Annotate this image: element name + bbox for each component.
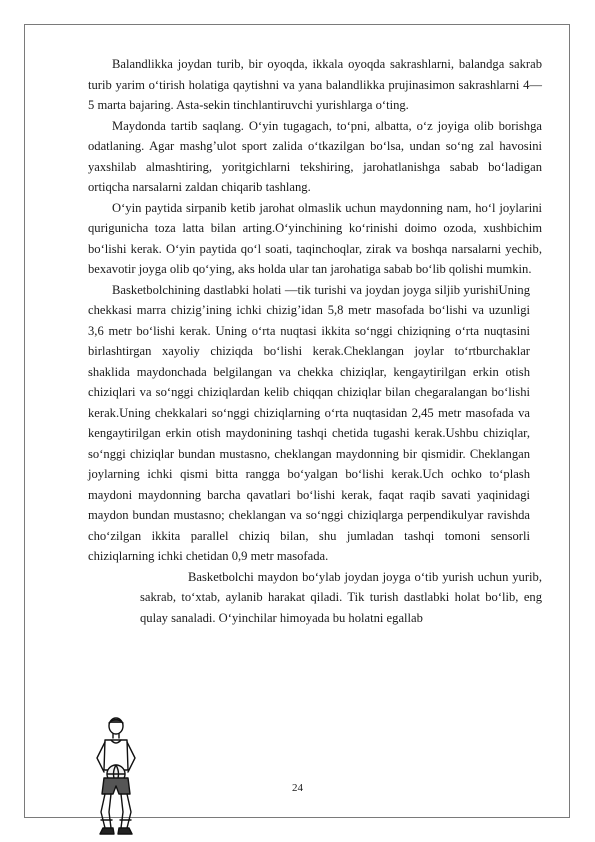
paragraph-5: Basketbolchi maydon bo‘ylab joydan joyga o‘tib yurish uchun yurib, sakrab, to‘xtab, aylanib harakat qiladi. Tik turish dastlabki holat bo‘lib, eng qulay sanaladi. O‘yinchilar himoyada bu holatni egallab <box>140 569 542 625</box>
body-text <box>88 54 542 628</box>
paragraph-2: Maydonda tartib saqlang. O‘yin tugagach, to‘pni, albatta, o‘z joyiga olib borishga odatlaning. Agar mashg’ulot sport zalida o‘tkazilgan bo‘lsa, undan so‘ng zal havosini yaxshilab almashtiring, yoritgichlarni tekshiring, jarohatlanishga sabab bo‘ladigan ortiqcha narsalarni zaldan chiqarib tashlang. <box>88 118 542 194</box>
paragraph-1: Balandlikka joydan turib, bir oyoqda, ikkala oyoqda sakrashlarni, balandga sakrab turib yarim o‘tirish holatiga qaytishni va yana balandlikka prujinasimon sakrashlarni 4—5 marta bajaring. Asta-sekin tinchlantiruvchi yurishlarga o‘ting. <box>88 57 542 112</box>
paragraph-3: O‘yin paytida sirpanib ketib jarohat olmaslik uchun maydonning nam, ho‘l joylarini qurigunicha toza latta bilan arting.O‘yinchining ko‘rinishi doimo ozoda, xushbichim bo‘lishi kerak. O‘yin paytida qo‘l soati, taqinchoqlar, zirak va boshqa narsalarni yechib, bexavotir joyga olib qo‘ying, aks holda ular tan jarohatiga sabab bo‘lib qolishi mumkin. <box>88 200 542 276</box>
paragraph-4: Basketbolchining dastlabki holati —tik turishi va joydan joyga siljib yurishiUning chekkasi marra chizig’ining ichki chizig’idan 5,8 metr masofada bo‘lishi va uzunligi 3,6 metr bo‘lishi kerak. Uning o‘rta nuqtasi ikkita so‘nggi chiziqning o‘rta nuqtasini birlashtirgan xayoliy chiziqda bo‘lishi kerak.Cheklangan joylar to‘rtburchaklar shaklida maydonchada belgilangan va chekka chiziqlar, kengaytirilgan erkin otish chiziqlari va so‘nggi chiziqlardan kelib chiqqan chiziqlar bilan chegaralangan bo‘lishi kerak.Uning chekkalari so‘nggi chiziqlarning o‘rta nuqtasidan 2,45 metr masofada va kengaytirilgan erkin otish maydonining tashqi chetida tugashi kerak.Ushbu chiziqlar, so‘nggi chiziqlar bundan mustasno, cheklangan maydonning bir qismidir. Cheklangan joylarning ichki qismi bitta rangga bo‘yalgan bo‘lishi kerak.Uch ochko to‘plash maydoni maydonning barcha qavatlari bo‘lishi kerak, faqat raqib savati yaqinidagi maydon bundan mustasno; cheklangan va so‘nggi chiziqlarga perpendikulyar ravishda cho‘zilgan ikkita parallel chiziq bilan, shu jumladan tashqi tomoni sensorli chiziqlarning ichki chetidan 0,9 metr masofada. <box>88 282 530 563</box>
page-number: 24 <box>292 782 303 794</box>
basketball-player-illustration <box>84 716 144 842</box>
